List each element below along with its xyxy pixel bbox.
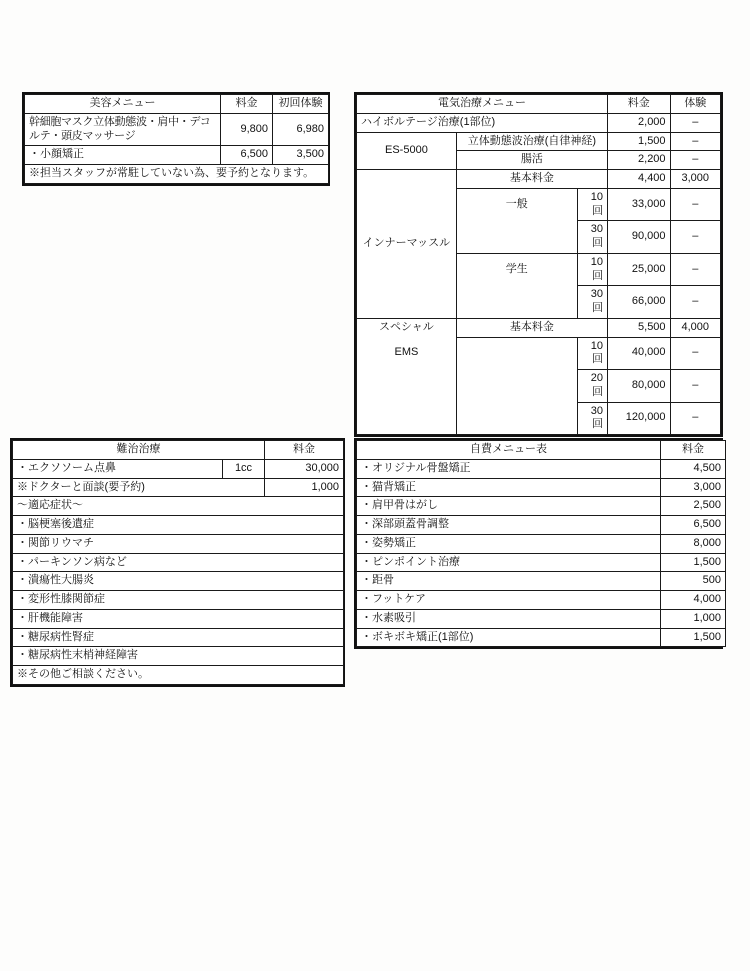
table-row — [357, 591, 726, 610]
electro-sub-general: 一般 — [456, 188, 577, 221]
difficult-menu-col-price: 料金 — [265, 441, 344, 460]
electro-price: 25,000 — [608, 253, 671, 286]
electro-group-es5000: ES-5000 — [357, 132, 457, 170]
table-row — [357, 534, 726, 553]
electro-group-special-ems-line3 — [357, 370, 457, 403]
electro-trial: – — [670, 370, 720, 403]
self-pay-item-price: 3,000 — [661, 478, 726, 497]
self-pay-item-price: 500 — [661, 572, 726, 591]
self-pay-item-price: 1,000 — [661, 609, 726, 628]
electro-blank — [456, 337, 577, 370]
table-row — [13, 591, 344, 610]
table-row — [357, 497, 726, 516]
condition-item: ・糖尿病性末梢神経障害 — [13, 647, 344, 666]
table-row — [357, 609, 726, 628]
electro-trial: 4,000 — [670, 318, 720, 337]
beauty-item-name: ・小顔矯正 — [25, 146, 221, 165]
difficult-item-unit: 1cc — [223, 459, 265, 478]
self-pay-item-name: ・姿勢矯正 — [357, 534, 661, 553]
self-pay-item-name: ・距骨 — [357, 572, 661, 591]
electro-price: 33,000 — [608, 188, 671, 221]
electro-item-basic-fee: 基本料金 — [456, 170, 607, 189]
electro-price: 120,000 — [608, 402, 671, 435]
table-row — [25, 95, 329, 114]
table-row — [13, 459, 344, 478]
self-pay-item-price: 2,500 — [661, 497, 726, 516]
electro-count: 30回 — [577, 221, 607, 254]
self-pay-item-name: ・肩甲骨はがし — [357, 497, 661, 516]
electro-price: 2,000 — [608, 113, 671, 132]
electro-trial: – — [670, 337, 720, 370]
electro-trial: – — [670, 132, 720, 151]
table-row — [13, 647, 344, 666]
difficult-menu-note: ※その他ご相談ください。 — [13, 666, 344, 685]
table-row — [13, 497, 344, 516]
electro-price: 5,500 — [608, 318, 671, 337]
electro-count: 30回 — [577, 402, 607, 435]
self-pay-item-price: 4,500 — [661, 459, 726, 478]
self-pay-item-name: ・深部頭蓋骨調整 — [357, 516, 661, 535]
table-row — [13, 666, 344, 685]
electro-trial: – — [670, 113, 720, 132]
electro-price: 4,400 — [608, 170, 671, 189]
electro-group-special-ems-line2: EMS — [357, 337, 457, 370]
electro-price: 90,000 — [608, 221, 671, 254]
electro-count: 10回 — [577, 188, 607, 221]
self-pay-item-name: ・オリジナル骨盤矯正 — [357, 459, 661, 478]
electro-price: 2,200 — [608, 151, 671, 170]
difficult-item-name: ※ドクターと面談(要予約) — [13, 478, 265, 497]
beauty-item-name: 幹細胞マスク立体動態波・肩中・デコルテ・頭皮マッサージ — [25, 113, 221, 146]
difficult-menu-title: 難治治療 — [13, 441, 265, 460]
electro-price: 40,000 — [608, 337, 671, 370]
condition-item: ・糖尿病性腎症 — [13, 628, 344, 647]
beauty-menu-note: ※担当スタッフが常駐していない為、要予約となります。 — [25, 165, 329, 184]
electro-count: 30回 — [577, 286, 607, 319]
electro-trial: 3,000 — [670, 170, 720, 189]
beauty-item-trial: 6,980 — [273, 113, 329, 146]
electro-sub-student-cont — [456, 286, 577, 319]
table-row — [13, 609, 344, 628]
electro-menu-table — [354, 92, 723, 437]
electro-count: 10回 — [577, 337, 607, 370]
condition-item: ・肝機能障害 — [13, 609, 344, 628]
electro-item-rittai: 立体動態波治療(自律神経) — [456, 132, 607, 151]
electro-blank — [456, 370, 577, 403]
beauty-item-price: 9,800 — [221, 113, 273, 146]
electro-sub-student: 学生 — [456, 253, 577, 286]
table-row — [13, 478, 344, 497]
self-pay-item-price: 8,000 — [661, 534, 726, 553]
condition-item: ・変形性膝関節症 — [13, 591, 344, 610]
electro-trial: – — [670, 402, 720, 435]
electro-menu-col-trial: 体験 — [670, 95, 720, 114]
difficult-item-price: 1,000 — [265, 478, 344, 497]
electro-trial: – — [670, 221, 720, 254]
difficult-section-title: 〜適応症状〜 — [13, 497, 344, 516]
electro-item-basic-fee: 基本料金 — [456, 318, 607, 337]
self-pay-item-name: ・ピンポイント治療 — [357, 553, 661, 572]
condition-item: ・パーキンソン病など — [13, 553, 344, 572]
table-row — [357, 318, 721, 337]
electro-item-hivolt: ハイボルテージ治療(1部位) — [357, 113, 608, 132]
electro-sub-general-cont — [456, 221, 577, 254]
electro-price: 66,000 — [608, 286, 671, 319]
electro-price: 1,500 — [608, 132, 671, 151]
self-pay-menu-col-price: 料金 — [661, 441, 726, 460]
difficult-menu-table — [10, 438, 345, 687]
electro-blank — [456, 402, 577, 435]
beauty-menu-col-price: 料金 — [221, 95, 273, 114]
condition-item: ・潰瘍性大腸炎 — [13, 572, 344, 591]
table-row — [357, 370, 721, 403]
electro-menu-col-price: 料金 — [608, 95, 671, 114]
table-row — [13, 516, 344, 535]
electro-count: 10回 — [577, 253, 607, 286]
condition-item: ・脳梗塞後遺症 — [13, 516, 344, 535]
electro-price: 80,000 — [608, 370, 671, 403]
table-row — [357, 459, 726, 478]
beauty-menu-title: 美容メニュー — [25, 95, 221, 114]
electro-menu-title: 電気治療メニュー — [357, 95, 608, 114]
self-pay-menu-table — [354, 438, 723, 649]
table-row — [25, 165, 329, 184]
self-pay-item-price: 1,500 — [661, 628, 726, 647]
difficult-item-price: 30,000 — [265, 459, 344, 478]
self-pay-item-name: ・フットケア — [357, 591, 661, 610]
table-row — [25, 146, 329, 165]
electro-group-inner-muscle: インナーマッスル — [357, 170, 457, 319]
self-pay-item-name: ・ボキボキ矯正(1部位) — [357, 628, 661, 647]
difficult-item-name: ・エクソソーム点鼻 — [13, 459, 223, 478]
table-row — [357, 113, 721, 132]
beauty-item-price: 6,500 — [221, 146, 273, 165]
electro-group-special-ems: スペシャル — [357, 318, 457, 337]
self-pay-item-price: 1,500 — [661, 553, 726, 572]
electro-trial: – — [670, 151, 720, 170]
table-row — [13, 572, 344, 591]
self-pay-item-name: ・猫背矯正 — [357, 478, 661, 497]
table-row — [357, 337, 721, 370]
table-row — [357, 553, 726, 572]
table-row — [357, 516, 726, 535]
table-row — [357, 628, 726, 647]
table-row — [357, 402, 721, 435]
table-row — [13, 534, 344, 553]
table-row — [13, 441, 344, 460]
beauty-menu-table — [22, 92, 330, 186]
electro-trial: – — [670, 286, 720, 319]
beauty-item-trial: 3,500 — [273, 146, 329, 165]
electro-group-special-ems-line4 — [357, 402, 457, 435]
table-row — [357, 132, 721, 151]
table-row — [13, 628, 344, 647]
self-pay-item-price: 4,000 — [661, 591, 726, 610]
table-row — [25, 113, 329, 146]
electro-trial: – — [670, 188, 720, 221]
table-row — [357, 572, 726, 591]
self-pay-menu-title: 自費メニュー表 — [357, 441, 661, 460]
beauty-menu-col-trial: 初回体験 — [273, 95, 329, 114]
electro-count: 20回 — [577, 370, 607, 403]
self-pay-item-name: ・水素吸引 — [357, 609, 661, 628]
condition-item: ・関節リウマチ — [13, 534, 344, 553]
table-row — [357, 95, 721, 114]
self-pay-item-price: 6,500 — [661, 516, 726, 535]
table-row — [13, 553, 344, 572]
table-row — [357, 441, 726, 460]
table-row — [357, 170, 721, 189]
electro-trial: – — [670, 253, 720, 286]
electro-item-chokatsu: 腸活 — [456, 151, 607, 170]
table-row — [357, 478, 726, 497]
